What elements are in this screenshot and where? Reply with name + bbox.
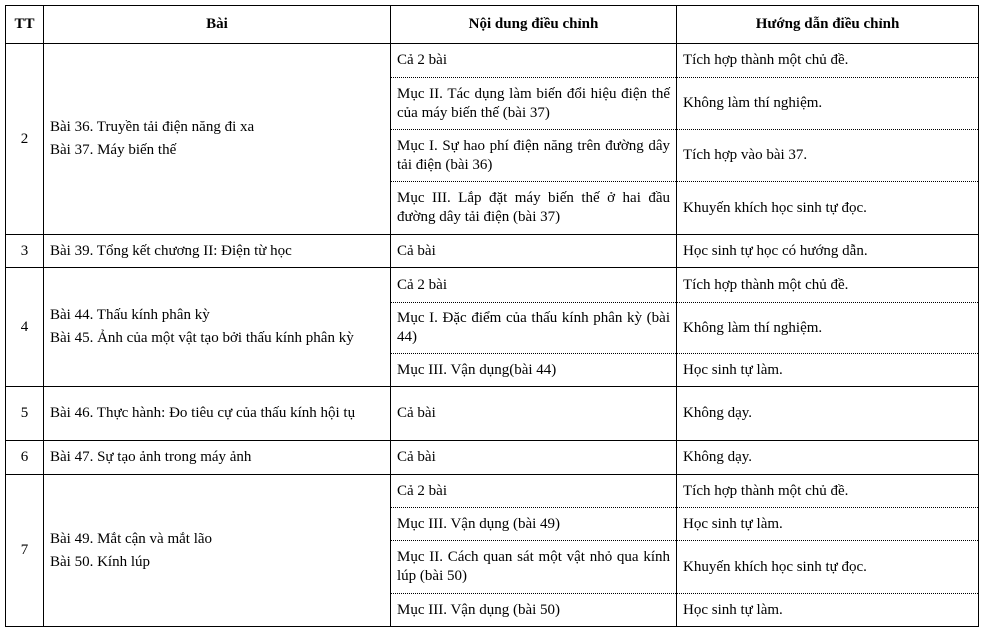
row-tt: 5: [6, 387, 44, 441]
lesson-name: Bài 37. Máy biến thế: [50, 142, 177, 158]
row-tt: 4: [6, 268, 44, 387]
table-row: [6, 44, 979, 78]
guide-cell: Không làm thí nghiệm.: [677, 78, 979, 130]
guide-cell: Tích hợp thành một chủ đề.: [677, 44, 979, 78]
content-cell: Cả bài: [391, 441, 677, 475]
table-row: [6, 268, 979, 303]
document-table-wrapper: [5, 5, 979, 627]
header-row: [6, 6, 979, 44]
content-cell: Mục III. Vận dụng(bài 44): [391, 354, 677, 387]
lesson-name: Bài 47. Sự tạo ảnh trong máy ảnh: [44, 441, 391, 475]
guide-cell: Không làm thí nghiệm.: [677, 303, 979, 354]
content-cell: Mục I. Sự hao phí điện năng trên đường dây tải điện (bài 36): [391, 130, 677, 182]
content-cell: Cả 2 bài: [391, 44, 677, 78]
row-tt: 3: [6, 235, 44, 268]
content-cell: Cả bài: [391, 235, 677, 268]
row-tt: 6: [6, 441, 44, 475]
guide-cell: Tích hợp thành một chủ đề.: [677, 475, 979, 508]
lesson-name: Bài 49. Mắt cận và mắt lão: [50, 530, 213, 547]
lesson-name: Bài 44. Thấu kính phân kỳ: [50, 307, 210, 323]
guide-cell: Không dạy.: [677, 387, 979, 441]
guide-cell: Không dạy.: [677, 441, 979, 475]
guide-cell: Học sinh tự làm.: [677, 354, 979, 387]
content-cell: Mục II. Cách quan sát một vật nhỏ qua kính lúp (bài 50): [391, 541, 677, 594]
content-cell: Mục III. Vận dụng (bài 49): [391, 508, 677, 541]
lesson-name: Bài 45. Ảnh của một vật tạo bởi thấu kính phân kỳ: [50, 330, 354, 346]
content-cell: Mục I. Đặc điểm của thấu kính phân kỳ (bài 44): [391, 303, 677, 354]
content-cell: Cả bài: [391, 387, 677, 441]
table-row: [6, 441, 979, 475]
lesson-name: Bài 50. Kính lúp: [50, 553, 150, 570]
guide-cell: Học sinh tự làm.: [677, 508, 979, 541]
content-cell: Mục III. Lắp đặt máy biến thế ở hai đầu đường dây tải điện (bài 37): [391, 182, 677, 235]
header-tt: TT: [6, 6, 44, 44]
content-cell: Mục III. Vận dụng (bài 50): [391, 594, 677, 627]
header-huong-dan: Hướng dẫn điều chỉnh: [677, 6, 979, 44]
guide-cell: Học sinh tự làm.: [677, 594, 979, 627]
header-noi-dung: Nội dung điều chỉnh: [391, 6, 677, 44]
header-bai: Bài: [44, 6, 391, 44]
guide-cell: Tích hợp vào bài 37.: [677, 130, 979, 182]
lesson-name: Bài 36. Truyền tải điện năng đi xa: [50, 119, 255, 135]
guide-cell: Khuyến khích học sinh tự đọc.: [677, 541, 979, 594]
row-lessons: [44, 268, 391, 387]
row-tt: 2: [6, 44, 44, 235]
guide-cell: Khuyến khích học sinh tự đọc.: [677, 182, 979, 235]
lesson-name: Bài 46. Thực hành: Đo tiêu cự của thấu kính hội tụ: [44, 387, 391, 441]
table-row: [6, 387, 979, 441]
content-cell: Cả 2 bài: [391, 475, 677, 508]
content-cell: Mục II. Tác dụng làm biến đổi hiệu điện thế của máy biến thế (bài 37): [391, 78, 677, 130]
guide-cell: Tích hợp thành một chủ đề.: [677, 268, 979, 303]
row-tt: 7: [6, 475, 44, 627]
lesson-name: Bài 39. Tổng kết chương II: Điện từ học: [44, 235, 391, 268]
row-lessons: [44, 44, 391, 235]
content-cell: Cả 2 bài: [391, 268, 677, 303]
guide-cell: Học sinh tự học có hướng dẫn.: [677, 235, 979, 268]
table-row: [6, 475, 979, 508]
row-lessons: [44, 475, 391, 627]
adjustment-table: [5, 5, 979, 627]
table-row: [6, 235, 979, 268]
